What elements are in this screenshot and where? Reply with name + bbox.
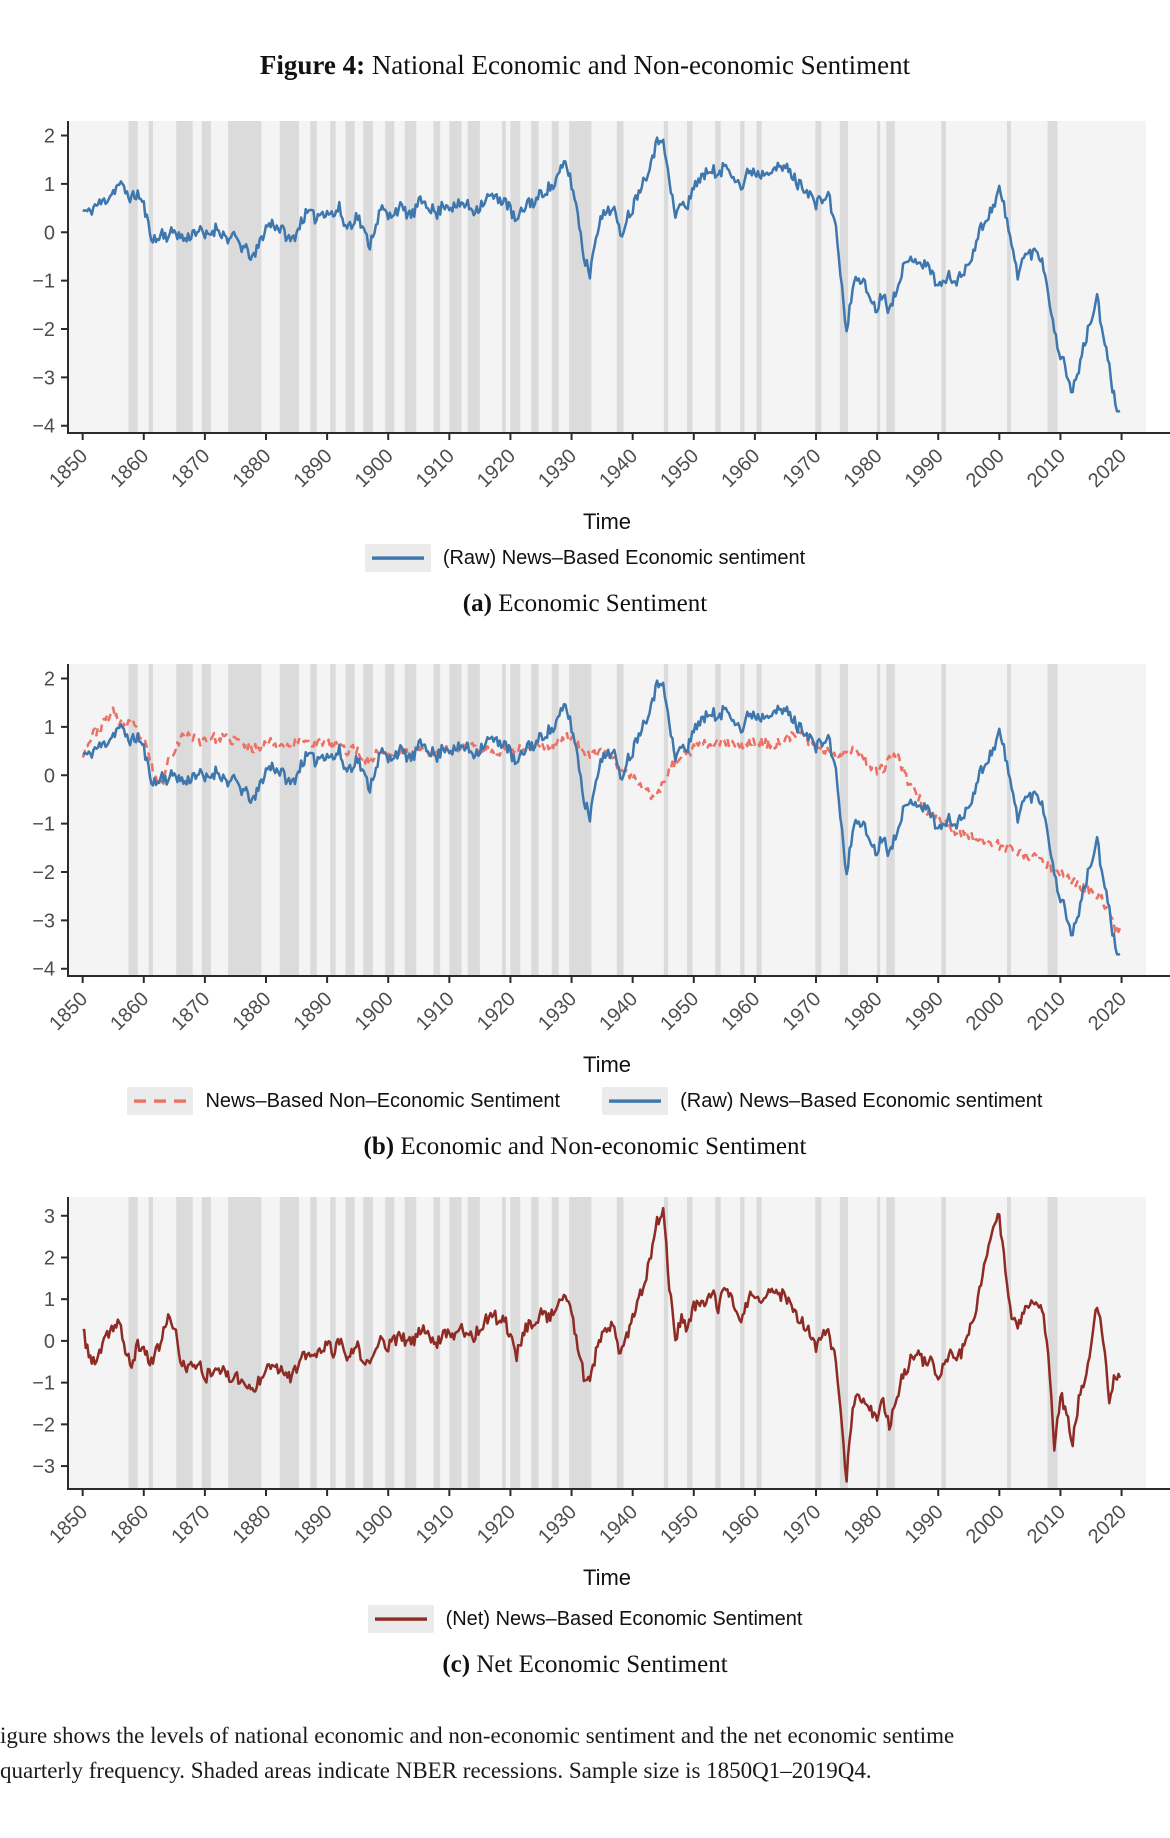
nber-recession-band xyxy=(468,664,480,976)
nber-recession-band xyxy=(345,121,354,433)
legend-dash xyxy=(154,1099,166,1102)
nber-recession-band xyxy=(886,664,895,976)
nber-recession-band xyxy=(531,121,538,433)
nber-recession-band xyxy=(149,121,153,433)
x-tick-label: 1850 xyxy=(45,1500,93,1549)
chart-c-legend xyxy=(0,1599,1170,1639)
x-tick-label: 1990 xyxy=(900,444,948,493)
x-tick-label: 2010 xyxy=(1022,1500,1070,1549)
nber-recession-band xyxy=(510,121,520,433)
chart-a-caption xyxy=(0,590,1170,624)
figure-note xyxy=(0,1719,1170,1788)
nber-recession-band xyxy=(756,121,761,433)
y-tick-label: −2 xyxy=(32,1414,55,1437)
legend-line xyxy=(609,1099,661,1102)
x-tick-label: 1860 xyxy=(106,987,154,1036)
nber-recession-band xyxy=(552,1197,559,1489)
y-tick-label: 3 xyxy=(43,1205,55,1228)
nber-recession-band xyxy=(531,1197,538,1489)
x-tick-label: 2020 xyxy=(1084,1500,1132,1549)
nber-recession-band xyxy=(363,664,373,976)
x-tick-label: 1870 xyxy=(167,987,215,1036)
x-tick-label: 2010 xyxy=(1022,444,1070,493)
nber-recession-band xyxy=(886,121,895,433)
nber-recession-band xyxy=(129,664,138,976)
x-tick-label: 2020 xyxy=(1084,987,1132,1036)
figure-title-prefix: Figure 4: xyxy=(259,50,366,80)
nber-recession-band xyxy=(228,1197,261,1489)
nber-recession-band xyxy=(1007,121,1011,433)
y-tick-label: 0 xyxy=(43,222,55,245)
chart-b-caption xyxy=(0,1133,1170,1167)
nber-recession-band xyxy=(569,1197,591,1489)
chart-a-plot xyxy=(0,91,1170,536)
x-tick-label: 1950 xyxy=(656,1500,704,1549)
nber-recession-band xyxy=(756,664,761,976)
x-tick-label: 1910 xyxy=(411,987,459,1036)
nber-recession-band xyxy=(149,1197,153,1489)
x-tick-label: 1960 xyxy=(717,1500,765,1549)
x-tick-label: 1880 xyxy=(228,987,276,1036)
chart-b-caption-tag: (b) xyxy=(363,1133,395,1160)
x-tick-label: 1850 xyxy=(45,987,93,1036)
x-tick-label: 2010 xyxy=(1022,987,1070,1036)
nber-recession-band xyxy=(202,664,211,976)
nber-recession-band xyxy=(385,121,394,433)
x-tick-label: 1920 xyxy=(472,987,520,1036)
nber-recession-band xyxy=(176,121,193,433)
y-tick-label: 2 xyxy=(43,668,55,691)
nber-recession-band xyxy=(715,1197,721,1489)
nber-recession-band xyxy=(877,664,880,976)
legend-key-nonecon-dashed-line-icon xyxy=(127,1087,193,1115)
nber-recession-band xyxy=(468,121,480,433)
nber-recession-band xyxy=(1048,664,1058,976)
nber-recession-band xyxy=(531,664,538,976)
nber-recession-band xyxy=(552,121,559,433)
nber-recession-band xyxy=(756,1197,761,1489)
nber-recession-band xyxy=(569,121,591,433)
chart-b-plot xyxy=(0,634,1170,1079)
y-tick-label: −3 xyxy=(32,1456,55,1479)
nber-recession-band xyxy=(310,1197,316,1489)
nber-recession-band xyxy=(1048,121,1058,433)
chart-c xyxy=(0,1167,1170,1685)
nber-recession-band xyxy=(330,664,336,976)
nber-recession-band xyxy=(433,121,440,433)
x-tick-label: 1890 xyxy=(289,1500,337,1549)
nber-recession-band xyxy=(877,1197,880,1489)
nber-recession-band xyxy=(176,664,193,976)
nber-recession-band xyxy=(280,1197,299,1489)
nber-recession-band xyxy=(1007,1197,1011,1489)
x-tick-label: 2020 xyxy=(1084,444,1132,493)
nber-recession-band xyxy=(363,1197,373,1489)
nber-recession-band xyxy=(510,664,520,976)
x-tick-label: 2000 xyxy=(961,444,1009,493)
x-tick-label: 1960 xyxy=(717,987,765,1036)
nber-recession-band xyxy=(330,121,336,433)
chart-c-caption-text: Net Economic Sentiment xyxy=(476,1651,728,1678)
x-tick-label: 2000 xyxy=(961,987,1009,1036)
nber-recession-band xyxy=(941,1197,946,1489)
x-tick-label: 1940 xyxy=(595,1500,643,1549)
x-tick-label: 1940 xyxy=(595,444,643,493)
nber-recession-band xyxy=(715,664,721,976)
x-tick-label: 1860 xyxy=(106,444,154,493)
nber-recession-band xyxy=(502,1197,506,1489)
y-tick-label: −1 xyxy=(32,270,55,293)
chart-b-legend xyxy=(0,1081,1170,1121)
legend-key-raw-line-icon xyxy=(602,1087,668,1115)
legend-key-raw-line-icon xyxy=(365,544,431,572)
x-tick-label: 1920 xyxy=(472,444,520,493)
nber-recession-band xyxy=(129,121,138,433)
chart-a-legend xyxy=(0,538,1170,578)
nber-recession-band xyxy=(202,1197,211,1489)
y-tick-label: −2 xyxy=(32,862,55,884)
figure-title xyxy=(0,0,1170,81)
nber-recession-band xyxy=(617,121,624,433)
nber-recession-band xyxy=(502,121,506,433)
nber-recession-band xyxy=(385,664,394,976)
x-tick-label: 1890 xyxy=(289,987,337,1036)
x-tick-label: 1850 xyxy=(45,444,93,493)
legend-line xyxy=(375,1617,427,1620)
nber-recession-band xyxy=(345,1197,354,1489)
chart-b-caption-text: Economic and Non-economic Sentiment xyxy=(400,1133,807,1160)
y-tick-label: −1 xyxy=(32,1372,55,1395)
nber-recession-band xyxy=(740,121,744,433)
nber-recession-band xyxy=(502,664,506,976)
x-tick-label: 1970 xyxy=(778,1500,826,1549)
x-tick-label: 1900 xyxy=(350,987,398,1036)
x-tick-label: 1950 xyxy=(656,444,704,493)
nber-recession-band xyxy=(405,121,417,433)
x-tick-label: 1900 xyxy=(350,444,398,493)
nber-recession-band xyxy=(552,664,559,976)
chart-a-caption-tag: (a) xyxy=(462,590,492,617)
legend-label-raw: (Raw) News–Based Economic sentiment xyxy=(680,1089,1043,1112)
y-tick-label: 1 xyxy=(43,1289,55,1312)
x-tick-label: 1870 xyxy=(167,1500,215,1549)
nber-recession-band xyxy=(687,664,693,976)
legend-label-nonecon: News–Based Non–Economic Sentiment xyxy=(205,1089,561,1112)
x-tick-label: 1930 xyxy=(534,444,582,493)
nber-recession-band xyxy=(433,664,440,976)
x-tick-label: 1860 xyxy=(106,1500,154,1549)
y-tick-label: 2 xyxy=(43,1247,55,1270)
x-tick-label: 1990 xyxy=(900,987,948,1036)
nber-recession-band xyxy=(280,664,299,976)
x-tick-label: 1880 xyxy=(228,1500,276,1549)
nber-recession-band xyxy=(510,1197,520,1489)
nber-recession-band xyxy=(740,1197,744,1489)
legend-dash xyxy=(134,1099,146,1102)
nber-recession-band xyxy=(815,664,821,976)
nber-recession-band xyxy=(877,121,880,433)
nber-recession-band xyxy=(815,121,821,433)
nber-recession-band xyxy=(310,664,316,976)
legend-dash xyxy=(174,1099,186,1102)
x-tick-label: 1930 xyxy=(534,1500,582,1549)
y-tick-label: −4 xyxy=(32,415,55,438)
x-tick-label: 1910 xyxy=(411,444,459,493)
nber-recession-band xyxy=(345,664,354,976)
y-tick-label: 1 xyxy=(43,173,55,196)
nber-recession-band xyxy=(941,121,946,433)
legend-key-net-line-icon xyxy=(368,1605,434,1633)
figure-title-text: National Economic and Non-economic Sentiment xyxy=(371,50,911,80)
x-tick-label: 1900 xyxy=(350,1500,398,1549)
nber-recession-band xyxy=(617,664,624,976)
y-tick-label: 0 xyxy=(43,1330,55,1353)
chart-a-caption-text: Economic Sentiment xyxy=(498,590,708,617)
y-tick-label: −1 xyxy=(32,813,55,836)
nber-recession-band xyxy=(363,121,373,433)
nber-recession-band xyxy=(715,121,721,433)
x-tick-label: 1940 xyxy=(595,987,643,1036)
nber-recession-band xyxy=(228,121,261,433)
y-tick-label: −2 xyxy=(32,319,55,341)
x-tick-label: 1880 xyxy=(228,444,276,493)
y-tick-label: −3 xyxy=(32,910,55,933)
nber-recession-band xyxy=(405,664,417,976)
y-tick-label: 1 xyxy=(43,716,55,739)
x-tick-label: 1960 xyxy=(717,444,765,493)
x-tick-label: 1930 xyxy=(534,987,582,1036)
x-tick-label: 1910 xyxy=(411,1500,459,1549)
x-tick-label: 1970 xyxy=(778,444,826,493)
y-tick-label: −4 xyxy=(32,958,55,981)
y-tick-label: 2 xyxy=(43,125,55,148)
legend-label-raw: (Raw) News–Based Economic sentiment xyxy=(442,546,806,569)
nber-recession-band xyxy=(310,121,316,433)
nber-recession-band xyxy=(449,121,461,433)
y-tick-label: −3 xyxy=(32,367,55,390)
figure-note-line2: quarterly frequency. Shaded areas indicate NBER recessions. Sample size is 1850Q1–2019Q4. xyxy=(0,1757,872,1783)
x-tick-label: 1970 xyxy=(778,987,826,1036)
chart-b xyxy=(0,634,1170,1167)
x-tick-label: 2000 xyxy=(961,1500,1009,1549)
x-tick-label: 1980 xyxy=(839,444,887,493)
legend-entry-raw xyxy=(602,1087,1042,1115)
legend-entry-net xyxy=(368,1605,803,1633)
chart-a xyxy=(0,91,1170,624)
nber-recession-band xyxy=(687,1197,693,1489)
x-tick-label: 1950 xyxy=(656,987,704,1036)
x-tick-label: 1870 xyxy=(167,444,215,493)
x-tick-label: 1890 xyxy=(289,444,337,493)
nber-recession-band xyxy=(449,664,461,976)
x-tick-label: 1990 xyxy=(900,1500,948,1549)
nber-recession-band xyxy=(149,664,153,976)
legend-line xyxy=(372,556,424,559)
nber-recession-band xyxy=(280,121,299,433)
x-tick-label: 1920 xyxy=(472,1500,520,1549)
x-axis-title: Time xyxy=(582,509,632,534)
nber-recession-band xyxy=(569,664,591,976)
figure-note-line1: igure shows the levels of national economic and non-economic sentiment and the net economic sentime xyxy=(0,1723,955,1748)
chart-c-plot xyxy=(0,1167,1170,1597)
chart-c-caption xyxy=(0,1651,1170,1685)
x-axis-title: Time xyxy=(582,1052,632,1077)
x-tick-label: 1980 xyxy=(839,987,887,1036)
nber-recession-band xyxy=(449,1197,461,1489)
legend-entry-nonecon xyxy=(127,1087,560,1115)
nber-recession-band xyxy=(740,664,744,976)
nber-recession-band xyxy=(687,121,693,433)
legend-entry-raw xyxy=(365,544,805,572)
x-tick-label: 1980 xyxy=(839,1500,887,1549)
nber-recession-band xyxy=(886,1197,895,1489)
chart-c-caption-tag: (c) xyxy=(442,1651,471,1678)
nber-recession-band xyxy=(202,121,211,433)
legend-label-net: (Net) News–Based Economic Sentiment xyxy=(445,1607,803,1630)
nber-recession-band xyxy=(1007,664,1011,976)
nber-recession-band xyxy=(228,664,261,976)
y-tick-label: 0 xyxy=(43,765,55,788)
x-axis-title: Time xyxy=(582,1565,632,1590)
